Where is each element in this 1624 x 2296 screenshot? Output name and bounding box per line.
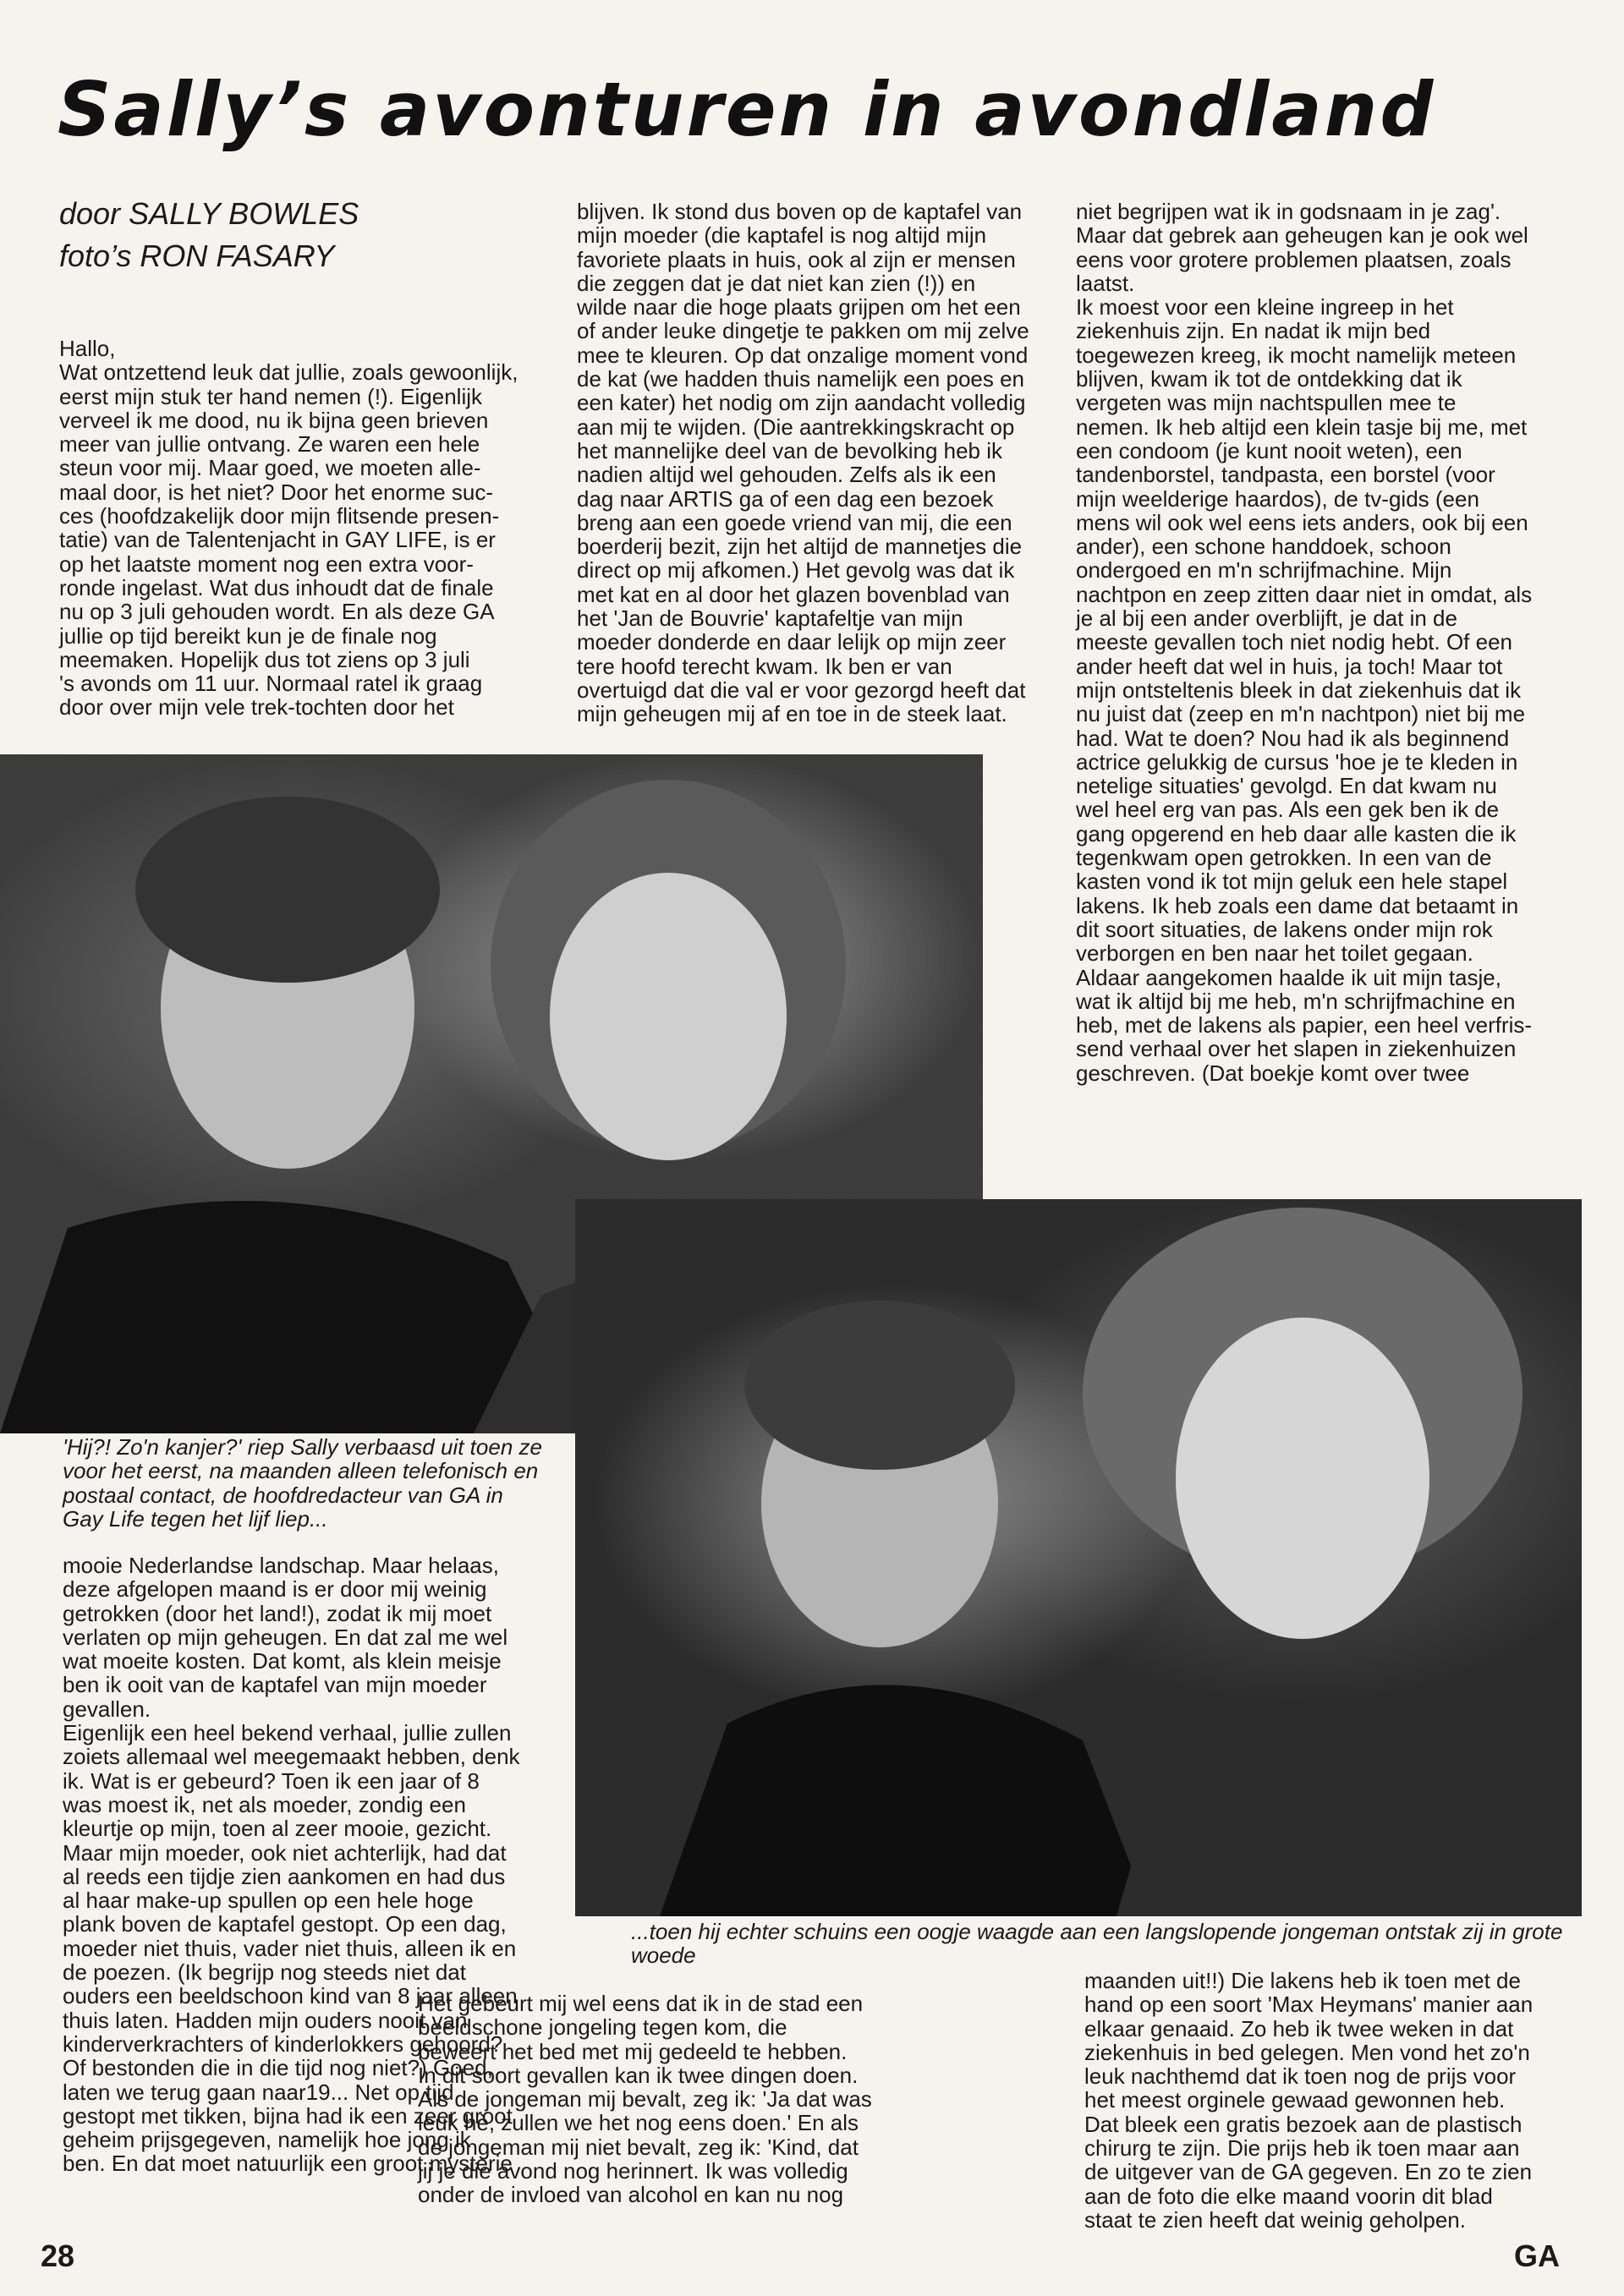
- byline-author: door SALLY BOWLES: [59, 196, 359, 231]
- column-2-top: blijven. Ik stond dus boven op de kaptafel van mijn moeder (die kaptafel is nog altijd mijn favoriete plaats in huis, ook al zijn er mensen die zeggen dat je dat niet kan zien (!)) en wilde naar die hoge plaats grijpen om het een of ander leuke dingetje te pakken om mij zelve mee te kleuren. Op dat onzalige moment vond de kat (we hadden thuis namelijk een poes en een kater) het nodig om zijn aandacht volledig aan mij te wijden. (Die aantrekkingskracht op het mannelijke deel van de bevolking heb ik nadien altijd wel gehouden. Zelfs als ik een dag naar ARTIS ga of een dag een bezoek breng aan een goede vriend van mij, die een boerderij bezit, zijn het altijd de mannetjes die direct op mij afkomen.) Het gevolg was dat ik met kat en al door het glazen bovenblad van het 'Jan de Bouvrie' kaptafeltje van mijn moeder donderde en daar lelijk op mijn zeer tere hoofd terecht kwam. Ik ben er van overtuigd dat die val er voor gezorgd heeft dat mijn geheugen mij af en toe in de steek laat.: [577, 199, 1029, 727]
- byline: [59, 193, 359, 277]
- column-1-top: Hallo, Wat ontzettend leuk dat jullie, zoals gewoonlijk, eerst mijn stuk ter hand nemen (!). Eigenlijk verveel ik me dood, nu ik bijna geen brieven meer van jullie ontvang. Ze waren een hele steun voor mij. Maar goed, we moeten alle- maal door, is het niet? Door het enorme suc- ces (hoofdzakelijk door mijn flitsende presen- tatie) van de Talentenjacht in GAY LIFE, is er op het laatste moment nog een extra voor- ronde ingelast. Wat dus inhoudt dat de finale nu op 3 juli gehouden wordt. En als deze GA jullie op tijd bereikt kun je de finale nog meemaken. Hopelijk dus tot ziens op 3 juli 's avonds om 11 uur. Normaal ratel ik graag door over mijn vele trek-tochten door het: [59, 336, 518, 721]
- page-number: 28: [41, 2238, 75, 2273]
- column-3-bottom: maanden uit!!) Die lakens heb ik toen met de hand op een soort 'Max Heymans' manier aan elkaar genaaid. Zo heb ik twee weken in dat ziekenhuis in bed gelegen. Men vond het zo'n leuk nachthemd dat ik toen nog de prijs voor het meest orginele gewaad gewonnen heb. Dat bleek een gratis bezoek aan de plastisch chirurg te zijn. Die prijs heb ik toen maar aan de uitgever van de GA gegeven. En zo te zien aan de foto die elke maand voorin dit blad staat te zien heeft dat weinig geholpen.: [1084, 1968, 1533, 2233]
- photo-2: [575, 1199, 1582, 1916]
- column-2-bottom: Het gebeurt mij wel eens dat ik in de stad een beeldschone jongeling tegen kom, die beweert het bed met mij gedeeld te hebben. In dit soort gevallen kan ik twee dingen doen. Als de jongeman mij bevalt, zeg ik: 'Ja dat was leuk hè, zullen we het nog eens doen.' En als de jongeman mij niet bevalt, zeg ik: 'Kind, dat jij je die avond nog herinnert. Ik was volledig onder de invloed van alcohol en kan nu nog: [418, 1991, 872, 2208]
- column-1-bottom: mooie Nederlandse landschap. Maar helaas, deze afgelopen maand is er door mij weinig getrokken (door het land!), zodat ik mij moet verlaten op mijn geheugen. En dat zal me wel wat moeite kosten. Dat komt, als klein meisje ben ik ooit van de kaptafel van mijn moeder gevallen. Eigenlijk een heel bekend verhaal, jullie zullen zoiets allemaal wel meegemaakt hebben, denk ik. Wat is er gebeurd? Toen ik een jaar of 8 was moest ik, net als moeder, zondig een kleurtje op mijn, toen al zeer mooie, gezicht. Maar mijn moeder, ook niet achterlijk, had dat al reeds een tijdje zien aankomen en had dus al haar make-up spullen op een hele hoge plank boven de kaptafel gestopt. Op een dag, moeder niet thuis, vader niet thuis, alleen ik en de poezen. (Ik begrijp nog steeds niet dat ouders een beeldschoon kind van 8 jaar alleen thuis laten. Hadden mijn ouders nooit van kinderverkrachters of kinderlokkers gehoord? Of bestonden die in die tijd nog niet?) Goed, laten we terug gaan naar19... Net op tijd gestopt met tikken, bijna had ik een zeer groot geheim prijsgegeven, namelijk hoe jong ik ben. En dat moet natuurlijk een groot mysterie: [63, 1553, 520, 2177]
- column-3-top: niet begrijpen wat ik in godsnaam in je zag'. Maar dat gebrek aan geheugen kan je ook wel eens voor grotere problemen plaatsen, zoals laatst. Ik moest voor een kleine ingreep in het ziekenhuis zijn. En nadat ik mijn bed toegewezen kreeg, ik mocht namelijk meteen blijven, kwam ik tot de ontdekking dat ik vergeten was mijn nachtspullen mee te nemen. Ik heb altijd een klein tasje bij me, met een condoom (je kunt nooit weten), een tandenborstel, tandpasta, een borstel (voor mijn weelderige haardos), de tv-gids (een mens wil ook wel eens iets anders, ook bij een ander), een schone handdoek, schoon ondergoed en m'n schrijfmachine. Mijn nachtpon en zeep zitten daar niet in omdat, als je al bij een ander overblijft, je dat in de meeste gevallen toch niet nodig hebt. Of een ander heeft dat wel in huis, ja toch! Maar tot mijn ontsteltenis bleek in dat ziekenhuis dat ik nu juist dat (zeep en m'n nachtpon) niet bij me had. Wat te doen? Nou had ik als beginnend actrice gelukkig de cursus 'hoe je te kleden in netelige situaties' gevolgd. En dat kwam nu wel heel erg van pas. Als een gek ben ik de gang opgerend en heb daar alle kasten die ik tegenkwam open getrokken. In een van de kasten vond ik tot mijn geluk een hele stapel lakens. Ik heb zoals een dame dat betaamt in dit soort situaties, de lakens onder mijn rok verborgen en ben naar het toilet gegaan. Aldaar aangekomen haalde ik uit mijn tasje, wat ik altijd bij me heb, m'n schrijfmachine en heb, met de lakens als papier, een heel verfris- send verhaal over het slapen in ziekenhuizen geschreven. (Dat boekje komt over twee: [1076, 199, 1533, 1086]
- byline-photographer: foto’s RON FASARY: [59, 238, 335, 273]
- article-title: Sally’s avonturen in avondland: [58, 66, 1436, 153]
- photo-1-caption: 'Hij?! Zo'n kanjer?' riep Sally verbaasd uit toen ze voor het eerst, na maanden alleen telefonisch en postaal contact, de hoofdredacteur van GA in Gay Life tegen het lijf liep...: [63, 1434, 542, 1532]
- magazine-logo: GA: [1514, 2238, 1560, 2273]
- photo-2-caption: ...toen hij echter schuins een oogje waagde aan een langslopende jongeman ontstak zij in grote woede: [631, 1919, 1563, 1969]
- photo-2-image: [575, 1199, 1582, 1916]
